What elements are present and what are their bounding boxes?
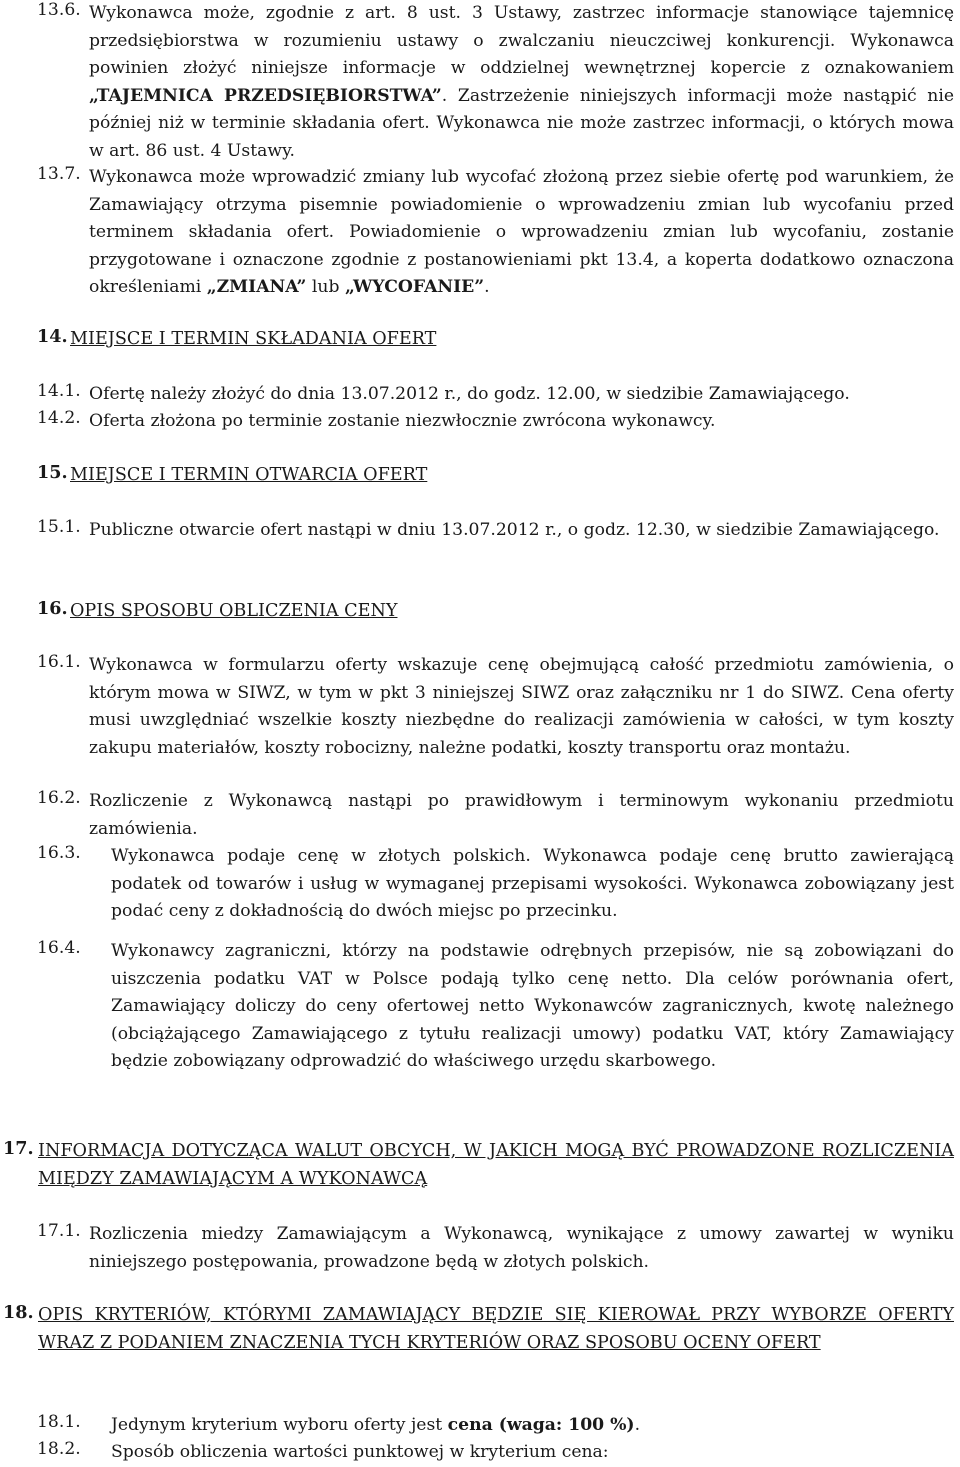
paragraph-number: 13.7.	[37, 164, 81, 184]
paragraph-14-1	[37, 381, 954, 409]
paragraph-15-1	[37, 517, 954, 545]
paragraph-16-3	[37, 843, 954, 926]
paragraph-text: Publiczne otwarcie ofert nastąpi w dniu 13.07.2012 r., o godz. 12.30, w siedzibie Zamawiającego.	[89, 520, 940, 540]
paragraph-number: 15.1.	[37, 517, 81, 537]
paragraph-text: Sposób obliczenia wartości punktowej w kryterium cena:	[111, 1442, 609, 1462]
section-number: 16.	[37, 598, 68, 619]
paragraph-number: 16.3.	[37, 843, 81, 863]
paragraph-text: Wykonawca w formularzu oferty wskazuje cenę obejmującą całość przedmiotu zamówienia, o którym mowa w SIWZ, w tym w pkt 3 niniejszej SIWZ oraz załączniku nr 1 do SIWZ. Cena oferty musi uwzględniać wszelkie koszty niezbędne do realizacji zamówienia w całości, w tym koszty zakupu materiałów, koszty robocizny, należne podatki, koszty transportu oraz montażu.	[89, 655, 954, 758]
paragraph-14-2	[37, 408, 954, 436]
bold-label-zmiana: „ZMIANA”	[206, 277, 307, 297]
section-number: 15.	[37, 462, 68, 483]
paragraph-16-2	[37, 788, 954, 843]
paragraph-17-1	[37, 1221, 954, 1276]
paragraph-number: 13.6.	[37, 0, 81, 20]
section-number: 18.	[3, 1302, 34, 1323]
paragraph-13-6	[37, 0, 954, 165]
section-heading-18	[3, 1302, 954, 1357]
paragraph-number: 16.1.	[37, 652, 81, 672]
paragraph-number: 14.2.	[37, 408, 81, 428]
paragraph-text: Wykonawca może, zgodnie z art. 8 ust. 3 Ustawy, zastrzec informacje stanowiące tajemnicę przedsiębiorstwa w rozumieniu ustawy o zwalczaniu nieuczciwej konkurencji. Wykonawca powinien złożyć niniejsze informacje w oddzielnej wewnętrznej kopercie z oznakowaniem „TAJEMNICA PRZEDSIĘBIORSTWA”. Zastrzeżenie niniejszych informacji może nastąpić nie później niż w terminie składania ofert. Wykonawca nie może zastrzec informacji, o których mowa w art. 86 ust. 4 Ustawy.	[89, 3, 955, 161]
bold-label-wycofanie: „WYCOFANIE”	[344, 277, 485, 297]
paragraph-text: Jedynym kryterium wyboru oferty jest cena (waga: 100 %).	[111, 1415, 641, 1435]
paragraph-number: 16.4.	[37, 938, 81, 958]
bold-criterion-weight: cena (waga: 100 %)	[447, 1415, 635, 1435]
paragraph-18-1	[37, 1412, 954, 1440]
bold-label-tajemnica: „TAJEMNICA PRZEDSIĘBIORSTWA”	[89, 85, 442, 106]
section-heading-17	[3, 1138, 954, 1193]
paragraph-text: Oferta złożona po terminie zostanie niezwłocznie zwrócona wykonawcy.	[89, 411, 716, 431]
section-heading-15	[37, 462, 954, 490]
paragraph-text: Wykonawca podaje cenę w złotych polskich. Wykonawca podaje cenę brutto zawierającą podatek od towarów i usług w wymaganej przepisami wysokości. Wykonawca zobowiązany jest podać ceny z dokładnością do dwóch miejsc po przecinku.	[111, 846, 954, 921]
paragraph-number: 18.1.	[37, 1412, 81, 1432]
section-number: 17.	[3, 1138, 34, 1159]
section-title: MIEJSCE I TERMIN SKŁADANIA OFERT	[70, 329, 437, 349]
paragraph-text: Ofertę należy złożyć do dnia 13.07.2012 r., do godz. 12.00, w siedzibie Zamawiającego.	[89, 384, 850, 404]
paragraph-text: Wykonawca może wprowadzić zmiany lub wycofać złożoną przez siebie ofertę pod warunkiem, że Zamawiający otrzyma pisemnie powiadomienie o wprowadzeniu zmian lub wycofaniu przed terminem składania ofert. Powiadomienie o wprowadzeniu zmian lub wycofaniu, zostanie przygotowane i oznaczone zgodnie z postanowieniami pkt 13.4, a koperta dodatkowo oznaczona określeniami „ZMIANA” lub „WYCOFANIE”.	[89, 167, 954, 297]
paragraph-16-1	[37, 652, 954, 762]
section-title: OPIS SPOSOBU OBLICZENIA CENY	[70, 601, 398, 621]
section-heading-14	[37, 326, 954, 354]
paragraph-number: 16.2.	[37, 788, 81, 808]
section-number: 14.	[37, 326, 68, 347]
paragraph-text: Rozliczenie z Wykonawcą nastąpi po prawidłowym i terminowym wykonaniu przedmiotu zamówienia.	[89, 791, 954, 839]
section-title: OPIS KRYTERIÓW, KTÓRYMI ZAMAWIAJĄCY BĘDZIE SIĘ KIEROWAŁ PRZY WYBORZE OFERTY WRAZ Z PODANIEM ZNACZENIA TYCH KRYTERIÓW ORAZ SPOSOBU OCENY OFERT	[38, 1305, 954, 1353]
paragraph-text: Rozliczenia miedzy Zamawiającym a Wykonawcą, wynikające z umowy zawartej w wyniku niniejszego postępowania, prowadzone będą w złotych polskich.	[89, 1224, 954, 1272]
paragraph-number: 18.2.	[37, 1439, 81, 1459]
paragraph-18-2	[37, 1439, 954, 1467]
paragraph-number: 14.1.	[37, 381, 81, 401]
paragraph-16-4	[37, 938, 954, 1076]
paragraph-text: Wykonawcy zagraniczni, którzy na podstawie odrębnych przepisów, nie są zobowiązani do uiszczenia podatku VAT w Polsce podają tylko cenę netto. Dla celów porównania ofert, Zamawiający doliczy do ceny ofertowej netto Wykonawców zagranicznych, kwotę należnego (obciążającego Zamawiającego z tytułu realizacji umowy) podatku VAT, który Zamawiający będzie zobowiązany odprowadzić do właściwego urzędu skarbowego.	[111, 941, 954, 1071]
paragraph-13-7	[37, 164, 954, 302]
section-title: INFORMACJA DOTYCZĄCA WALUT OBCYCH, W JAKICH MOGĄ BYĆ PROWADZONE ROZLICZENIA MIĘDZY ZAMAWIAJĄCYM A WYKONAWCĄ	[38, 1141, 954, 1189]
section-heading-16	[37, 598, 954, 626]
paragraph-number: 17.1.	[37, 1221, 81, 1241]
section-title: MIEJSCE I TERMIN OTWARCIA OFERT	[70, 465, 428, 485]
